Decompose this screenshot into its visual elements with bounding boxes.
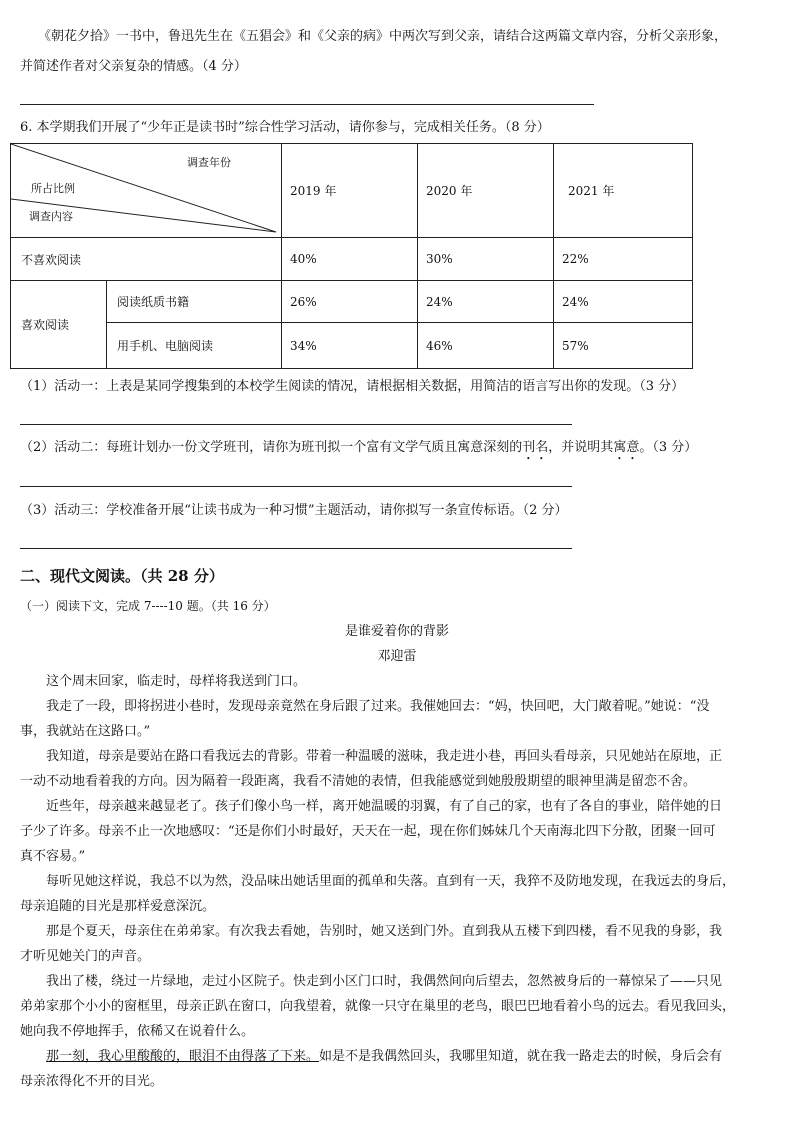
paragraph-line: 我知道，母亲是要站在路口看我远去的背影。带着一种温暖的滋味，我走进小巷，再回头看母亲，只见她站在原地，正	[46, 749, 723, 764]
paragraph-line: 这个周末回家，临走时，母样将我送到门口。	[46, 674, 307, 689]
section-title: 二、现代文阅读。（共 28 分）	[20, 567, 224, 585]
paragraph-line: 母亲浓得化不开的目光。	[20, 1074, 164, 1089]
q5-line2: 并简述作者对父亲复杂的情感。（4 分）	[20, 59, 247, 74]
header-year: 调查年份	[187, 156, 231, 169]
paragraph-line: 我出了楼，绕过一片绿地，走过小区院子。快走到小区门口时，我偶然间向后望去，忽然被身后的一幕惊呆了——只见	[46, 974, 723, 989]
answer-line-task2	[20, 486, 572, 487]
part-heading: （一）阅读下文，完成 7----10 题。（共 16 分）	[20, 599, 276, 613]
paragraph-line: 母亲追随的目光是那样爱意深沉。	[20, 899, 216, 914]
header-content: 调查内容	[29, 210, 73, 223]
cell-value: 30%	[418, 238, 554, 281]
survey-table	[10, 143, 693, 369]
answer-line-q5	[20, 104, 594, 105]
table-diagonal-header	[11, 144, 282, 238]
q6-task2: （2）活动二：每班计划办一份文学班刊，请你为班刊拟一个富有文学气质且寓意深刻的刊名，并说明其寓意。（3 分）	[20, 440, 698, 455]
cell-value: 26%	[282, 281, 418, 323]
paragraph-line: 弟弟家那个小小的窗框里，母亲正趴在窗口，向我望着，就像一只守在巢里的老鸟，眼巴巴地看着小鸟的远去。看见我回头，	[20, 999, 736, 1014]
table-row	[11, 323, 693, 369]
like-label: 喜欢阅读	[11, 281, 107, 369]
year-2019: 2019 年	[282, 144, 418, 238]
paragraph-line: 子少了许多。母亲不止一次地感叹：“还是你们小时最好，天天在一起，现在你们姊妹几个天南海北四下分散，团聚一回可	[20, 824, 716, 839]
underlined-sentence: 那一刻，我心里酸酸的，眼泪不由得落了下来。	[46, 1049, 320, 1064]
cell-value: 46%	[418, 323, 554, 369]
row-paper-label: 阅读纸质书籍	[107, 281, 282, 323]
paragraph-line: 那是个夏天，母亲住在弟弟家。有次我去看她，告别时，她又送到门外。直到我从五楼下到四楼，看不见我的身影，我	[46, 924, 723, 939]
answer-line-task1	[20, 424, 572, 425]
paragraph-line: 每听见她这样说，我总不以为然，没品味出她话里面的孤单和失落。直到有一天，我猝不及防地发现，在我远去的身后，	[46, 874, 736, 889]
q5-line1: 《朝花夕拾》一书中，鲁迅先生在《五猖会》和《父亲的病》中两次写到父亲，请结合这两篇文章内容，分析父亲形象，	[38, 29, 728, 44]
row-digital-label: 用手机、电脑阅读	[107, 323, 282, 369]
cell-value: 24%	[418, 281, 554, 323]
q6-task3: （3）活动三：学校准备开展“让读书成为一种习惯”主题活动，请你拟写一条宣传标语。（2 分）	[20, 503, 568, 518]
q6-task1: （1）活动一：上表是某同学搜集到的本校学生阅读的情况，请根据相关数据，用简洁的语言写出你的发现。（3 分）	[20, 379, 685, 394]
paragraph-line: 她向我不停地挥手，依稀又在说着什么。	[20, 1024, 255, 1039]
paragraph-line: 事，我就站在这路口。”	[20, 724, 151, 739]
table-row	[11, 281, 693, 323]
header-ratio: 所占比例	[31, 182, 75, 195]
year-2020: 2020 年	[418, 144, 554, 238]
row-dislike-label: 不喜欢阅读	[11, 238, 282, 281]
cell-value: 24%	[554, 281, 693, 323]
article-author: 邓迎雷	[377, 649, 417, 664]
cell-value: 22%	[554, 238, 693, 281]
paragraph-line: 才听见她关门的声音。	[20, 949, 151, 964]
q6-intro: 6. 本学期我们开展了“少年正是读书时”综合性学习活动，请你参与，完成相关任务。（8 分）	[20, 120, 550, 135]
table-row	[11, 238, 693, 281]
paragraph-line: 真不容易。”	[20, 849, 86, 864]
paragraph-line: 近些年，母亲越来越显老了。孩子们像小鸟一样，离开她温暖的羽翼，有了自己的家，也有了各自的事业，陪伴她的日	[46, 799, 723, 814]
cell-value: 34%	[282, 323, 418, 369]
year-2021: 2021 年	[554, 144, 693, 238]
paragraph-line: 我走了一段，即将拐进小巷时，发现母亲竟然在身后跟了过来。我催她回去：“妈，快回吧，大门敞着呢。”她说：“没	[46, 699, 710, 714]
cell-value: 57%	[554, 323, 693, 369]
article-title: 是谁爱着你的背影	[344, 624, 449, 639]
paragraph-line-underlined: 那一刻，我心里酸酸的，眼泪不由得落了下来。如是不是我偶然回头，我哪里知道，就在我一路走去的时候，身后会有	[46, 1049, 723, 1064]
cell-value: 40%	[282, 238, 418, 281]
answer-line-task3	[20, 548, 572, 549]
paragraph-line: 一动不动地看着我的方向。因为隔着一段距离，我看不清她的表情，但我能感觉到她殷殷期望的眼神里满是留恋不舍。	[20, 774, 697, 789]
